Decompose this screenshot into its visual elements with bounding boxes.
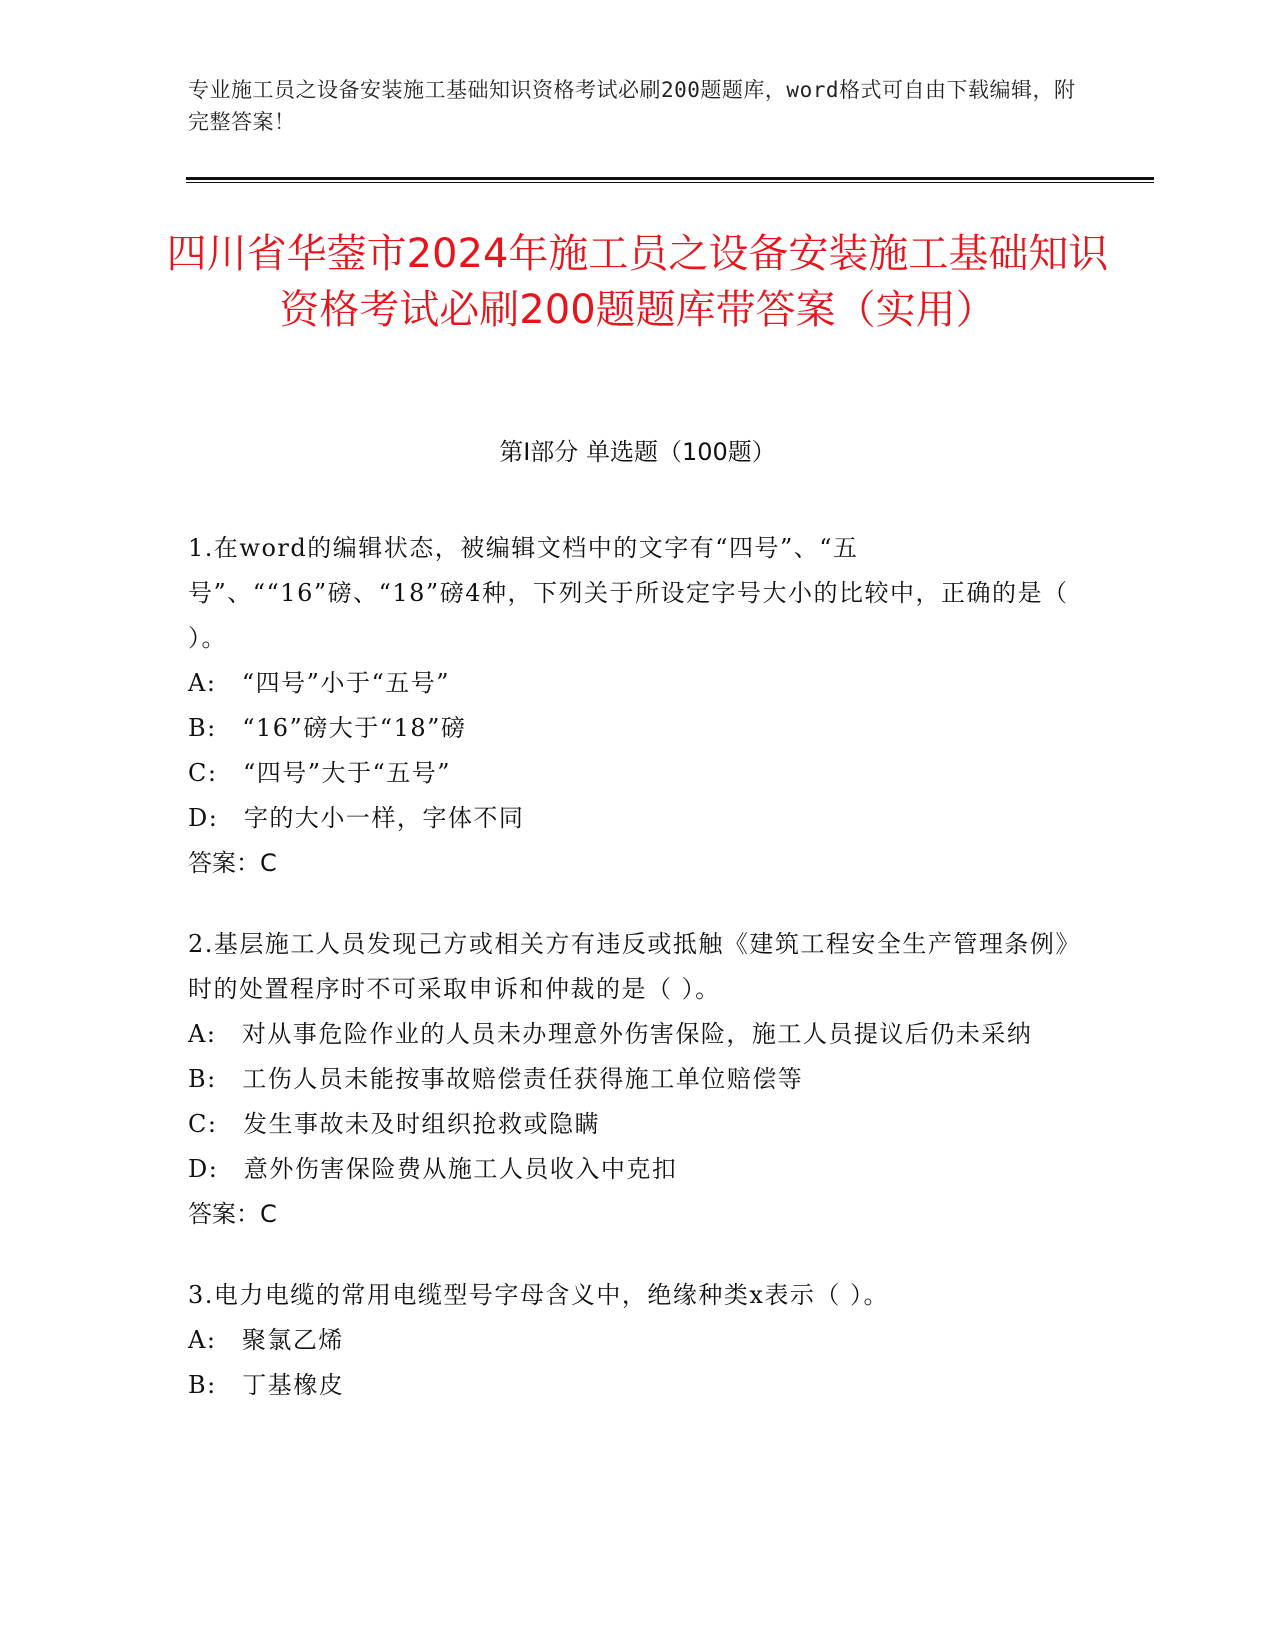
- answer-line: 答案：C: [188, 849, 277, 877]
- option-a: A: “四号”小于“五号”: [188, 669, 450, 697]
- option-b: B: 丁基橡皮: [188, 1371, 345, 1399]
- question-stem: 2.基层施工人员发现己方或相关方有违反或抵触《建筑工程安全生产管理条例》时的处置程序时不可采取申诉和仲裁的是（ ）。: [188, 930, 1081, 1003]
- header-divider-thin: [186, 182, 1154, 183]
- option-c: C: 发生事故未及时组织抢救或隐瞒: [188, 1110, 600, 1138]
- question-stem: 3.电力电缆的常用电缆型号字母含义中，绝缘种类x表示（ ）。: [188, 1281, 890, 1309]
- header-note: 专业施工员之设备安装施工基础知识资格考试必刷200题题库，word格式可自由下载编辑，附完整答案！: [188, 78, 1076, 134]
- header-divider-thick: [186, 177, 1154, 180]
- section-heading: 第Ⅰ部分 单选题（100题）: [499, 438, 776, 466]
- question-2: [188, 922, 1088, 1237]
- document-title: 四川省华蓥市2024年施工员之设备安装施工基础知识资格考试必刷200题题库带答案（实用）: [166, 231, 1109, 333]
- option-a: A: 聚氯乙烯: [188, 1326, 344, 1354]
- option-c: C: “四号”大于“五号”: [188, 759, 452, 787]
- question-3: [188, 1273, 1088, 1408]
- question-stem: 1.在word的编辑状态，被编辑文档中的文字有“四号”、“五号”、““16”磅、“18”磅4种，下列关于所设定字号大小的比较中，正确的是（ ）。: [188, 534, 1069, 652]
- question-1: [188, 526, 1088, 886]
- option-a: A: 对从事危险作业的人员未办理意外伤害保险，施工人员提议后仍未采纳: [188, 1020, 1033, 1048]
- option-b: B: “16”磅大于“18”磅: [188, 714, 467, 742]
- option-d: D: 字的大小一样，字体不同: [188, 804, 525, 832]
- option-d: D: 意外伤害保险费从施工人员收入中克扣: [188, 1155, 678, 1183]
- question-list: [188, 526, 1088, 1444]
- answer-line: 答案：C: [188, 1200, 277, 1228]
- option-b: B: 工伤人员未能按事故赔偿责任获得施工单位赔偿等: [188, 1065, 804, 1093]
